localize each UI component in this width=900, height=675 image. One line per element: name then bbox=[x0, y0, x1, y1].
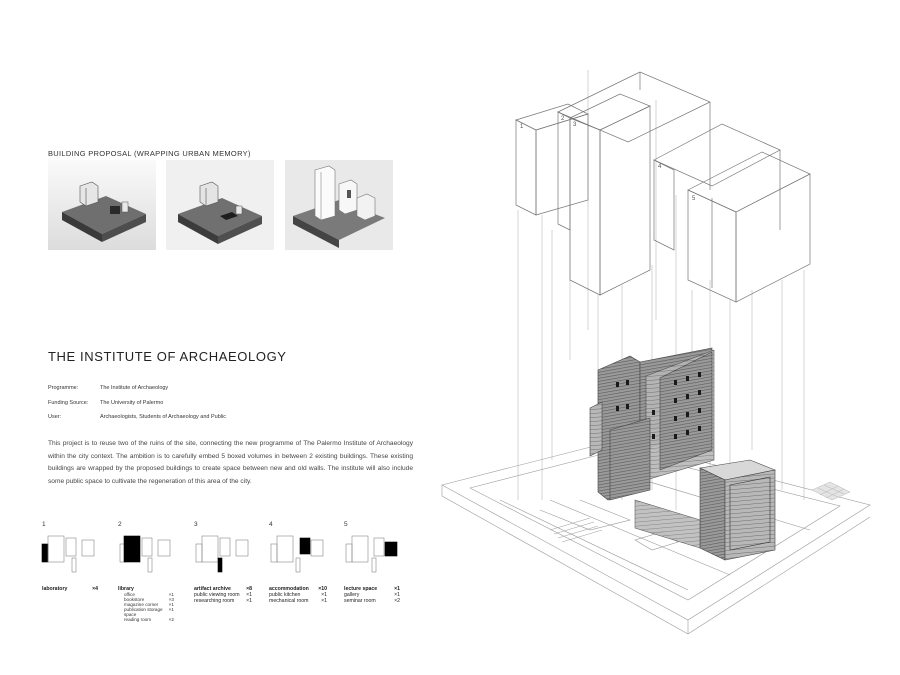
room-qty: ×1 bbox=[394, 586, 400, 592]
model-photo-2 bbox=[166, 160, 274, 250]
subroom-name: office bbox=[124, 592, 135, 597]
ruin-walls bbox=[590, 348, 714, 500]
room-qty: ×2 bbox=[394, 598, 400, 604]
room-name: lecture space bbox=[344, 586, 378, 592]
paving-grid bbox=[812, 482, 850, 500]
model-photo-1 bbox=[48, 160, 156, 250]
subroom-qty: ×1 bbox=[168, 592, 174, 597]
volume-boxes bbox=[516, 72, 810, 302]
volume-number-1: 1 bbox=[42, 521, 46, 528]
subroom-qty: ×1 bbox=[168, 607, 174, 612]
volume-diagrams bbox=[40, 530, 420, 578]
project-title: THE INSTITUTE OF ARCHAEOLOGY bbox=[48, 349, 287, 364]
model-photo-3 bbox=[285, 160, 393, 250]
room-name: public viewing room bbox=[194, 592, 240, 598]
room-qty: ×1 bbox=[321, 598, 327, 604]
funding-value: The University of Palermo bbox=[100, 400, 164, 406]
room-name: artifact archive bbox=[194, 586, 231, 592]
room-qty: ×4 bbox=[92, 586, 98, 592]
box-5 bbox=[688, 152, 810, 302]
box-4 bbox=[654, 124, 780, 250]
subroom-qty: ×2 bbox=[168, 617, 174, 622]
volume-number-4: 4 bbox=[269, 521, 273, 528]
box-label-3: 3 bbox=[573, 122, 577, 128]
room-qty: ×1 bbox=[321, 592, 327, 598]
subroom-name: bookstore bbox=[124, 597, 145, 602]
room-name: accommodation bbox=[269, 586, 309, 592]
volume-rooms-1 bbox=[42, 586, 98, 592]
room-name: gallery bbox=[344, 592, 360, 598]
box-labels bbox=[520, 116, 696, 202]
box-label-2: 2 bbox=[561, 116, 565, 122]
room-qty: ×8 bbox=[246, 586, 252, 592]
room-qty: ×1 bbox=[394, 592, 400, 598]
room-name: library bbox=[118, 586, 134, 592]
room-qty: ×1 bbox=[246, 598, 252, 604]
subroom-name: reading room bbox=[124, 617, 152, 622]
volume-diagram-4 bbox=[271, 536, 323, 572]
room-qty: ×1 bbox=[246, 592, 252, 598]
subroom-qty: ×3 bbox=[168, 597, 174, 602]
room-name: seminar room bbox=[344, 598, 376, 604]
project-description: This project is to reuse two of the ruins of the site, connecting the new programme of The Palermo Institute of Archaeology within the city context. The ambition is to carefully embed 5 boxed volumes in between 2 existing buildings. These existing buildings are wrapped by the proposed buildings to create space between new and old walls. The institute will also include some public space to cultivate the regeneration of this area of the city. bbox=[48, 440, 413, 485]
subroom-name: publication storage space bbox=[124, 607, 163, 617]
volume-rooms-4 bbox=[269, 586, 327, 604]
box-label-4: 4 bbox=[658, 164, 662, 170]
box-label-1: 1 bbox=[520, 124, 524, 130]
volume-diagram-2 bbox=[120, 536, 170, 572]
programme-label: Programme: bbox=[48, 385, 79, 391]
proposal-heading: BUILDING PROPOSAL (WRAPPING URBAN MEMORY) bbox=[48, 149, 251, 158]
funding-label: Funding Source: bbox=[48, 400, 89, 406]
volume-rooms-3 bbox=[194, 586, 252, 604]
box-label-5: 5 bbox=[692, 196, 696, 202]
box-3 bbox=[570, 94, 650, 295]
room-name: laboratory bbox=[42, 586, 68, 592]
stair bbox=[550, 518, 602, 542]
room-name: researching room bbox=[194, 598, 235, 604]
room-name: public kitchen bbox=[269, 592, 301, 598]
subroom-name: magazine corner bbox=[124, 602, 159, 607]
box-2 bbox=[558, 72, 710, 230]
axonometric-drawing bbox=[430, 30, 890, 640]
programme-value: The Institute of Archaeology bbox=[100, 385, 169, 391]
user-value: Archaeologists, Students of Archaeology and Public bbox=[100, 414, 226, 420]
volume-diagram-1 bbox=[42, 536, 94, 572]
volume-diagram-5 bbox=[346, 536, 397, 572]
user-label: User: bbox=[48, 414, 62, 420]
volume-rooms-5 bbox=[344, 586, 400, 604]
volume-number-5: 5 bbox=[344, 521, 348, 528]
subroom-qty: ×1 bbox=[168, 602, 174, 607]
volume-diagram-3 bbox=[196, 536, 248, 572]
room-qty: ×10 bbox=[318, 586, 327, 592]
room-name: mechanical room bbox=[269, 598, 309, 604]
volume-number-3: 3 bbox=[194, 521, 198, 528]
volume-number-2: 2 bbox=[118, 521, 122, 528]
volume-rooms-2 bbox=[118, 586, 174, 622]
